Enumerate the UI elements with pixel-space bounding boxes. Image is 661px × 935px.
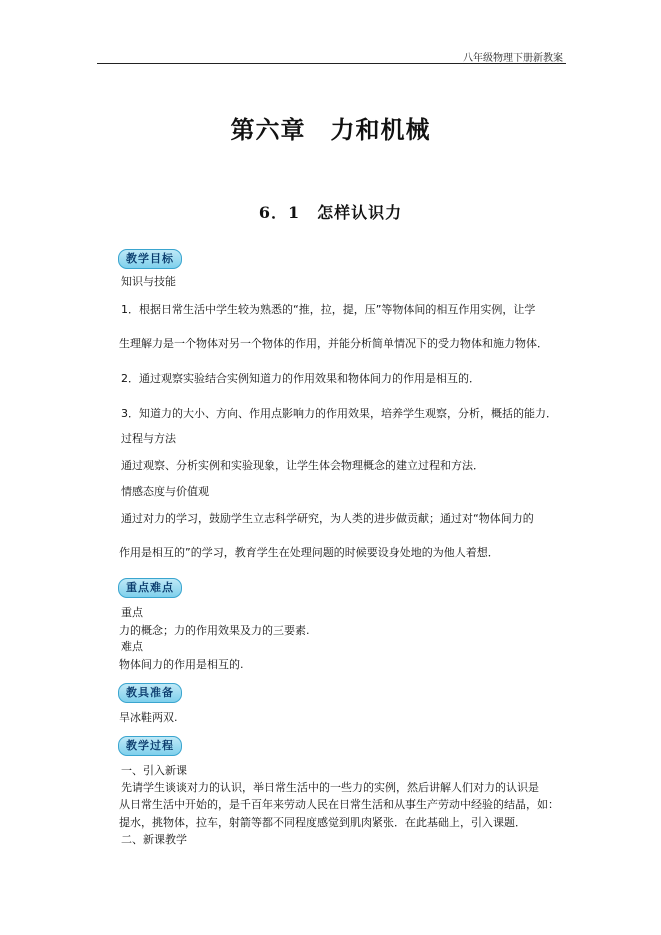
badge-process: 教学过程	[118, 736, 182, 756]
knowledge-heading: 知识与技能	[121, 275, 176, 288]
badge-key-points: 重点难点	[118, 578, 182, 598]
process-method-text: 通过观察、分析实例和实验现象，让学生体会物理概念的建立过程和方法．	[121, 459, 484, 472]
materials-text: 旱冰鞋两双.	[119, 711, 178, 724]
attitude-line2: 作用是相互的”的学习，教育学生在处理问题的时候要设身处地的为他人着想．	[119, 546, 499, 559]
objective-item3: 3．知道力的大小、方向、作用点影响力的作用效果，培养学生观察，分析，概括的能力．	[121, 407, 557, 420]
difficulty-text: 物体间力的作用是相互的.	[119, 658, 244, 671]
objective-item1-line2: 生理解力是一个物体对另一个物体的作用，并能分析简单情况下的受力物体和施力物体．	[119, 337, 548, 350]
step1-heading: 一、引入新课	[121, 764, 187, 777]
chapter-title: 第六章 力和机械	[230, 115, 431, 144]
badge-materials: 教具准备	[118, 683, 182, 703]
objective-item1-line1: 1．根据日常生活中学生较为熟悉的“推，拉，提，压”等物体间的相互作用实例，让学	[121, 303, 536, 316]
document-header-note: 八年级物理下册新教案	[463, 53, 563, 64]
step2-heading: 二、新课教学	[121, 833, 187, 846]
focus-text: 力的概念；力的作用效果及力的三要素.	[119, 624, 310, 637]
objective-item2: 2．通过观察实验结合实例知道力的作用效果和物体间力的作用是相互的．	[121, 372, 480, 385]
process-method-heading: 过程与方法	[121, 432, 176, 445]
focus-heading: 重点	[121, 606, 143, 619]
step1-line3: 提水，挑物体，拉车，射箭等都不同程度感觉到肌肉紧张．在此基础上，引入课题．	[119, 816, 526, 829]
section-title: 6．1 怎样认识力	[258, 203, 403, 222]
badge-objectives: 教学目标	[118, 249, 182, 269]
attitude-line1: 通过对力的学习，鼓励学生立志科学研究，为人类的进步做贡献；通过对“物体间力的	[121, 512, 534, 525]
step1-line1: 先请学生谈谈对力的认识，举日常生活中的一些力的实例，然后讲解人们对力的认识是	[121, 781, 539, 794]
difficulty-heading: 难点	[121, 640, 143, 653]
attitude-heading: 情感态度与价值观	[121, 485, 209, 498]
step1-line2: 从日常生活中开始的，是千百年来劳动人民在日常生活和从事生产劳动中经验的结晶，如：	[119, 798, 559, 811]
header-divider	[97, 63, 566, 64]
